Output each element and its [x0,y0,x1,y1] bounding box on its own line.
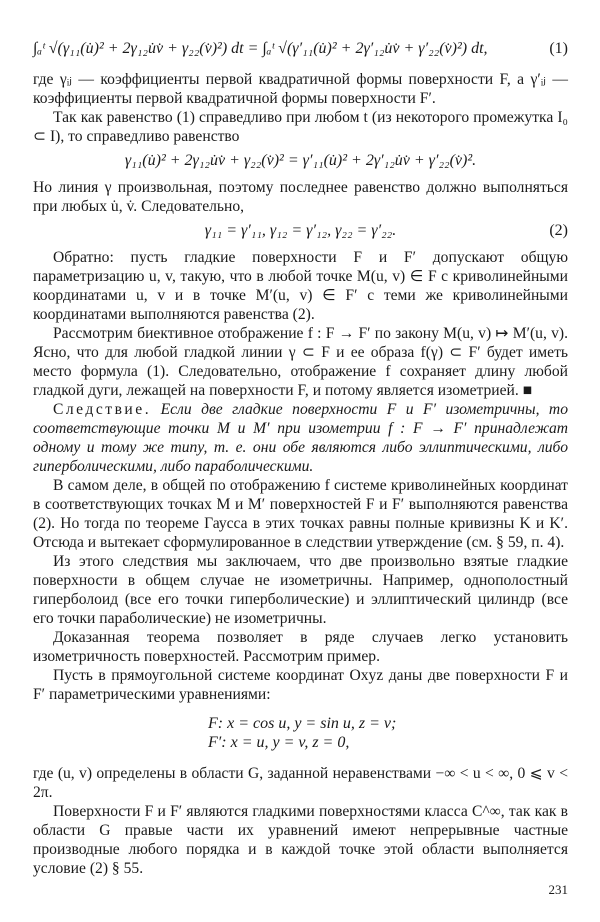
corollary [33,400,568,476]
paragraph-example: Пусть в прямоугольной системе координат Oxyz даны две поверхности F и F′ параметрическими уравнениями: [33,667,568,703]
system-line-f: F: x = cos u, y = sin u, z = v; [208,715,397,732]
equation-3-expression: γ₁₁ = γ′₁₁, γ₁₂ = γ′₁₂, γ₂₂ = γ′₂₂. [204,222,397,239]
paragraph-converse: Обратно: пусть гладкие поверхности F и F′ допускают общую параметризацию u, v, такую, что в любой точке M(u, v) ∈ F с криволинейными координатами u, v и в точке M′(u, v) ∈ F′ с теми же криволинейными координатами выполняются равенства (2). [33,249,568,323]
paragraph-equality-holds: Так как равенство (1) справедливо при любом t (из некоторого промежутка I₀ ⊂ I), то справедливо равенство [33,109,568,145]
page-body [33,30,568,878]
equation-1-expression: ∫ₐᵗ √(γ₁₁(u̇)² + 2γ₁₂u̇v̇ + γ₂₂(v̇)²) dt = ∫ₐᵗ √(γ′₁₁(u̇)² + 2γ′₁₂u̇v̇ + γ′₂₂(v̇)²) dt, [33,40,488,57]
equation-1 [33,30,568,70]
corollary-text: Если две гладкие поверхности F и F′ изометричны, то соответствующие точки M и M′ при изометрии f : F → F′ принадлежат одному и тому же типу, т. е. они обе являются либо эллиптическими, либо гиперболическими, либо параболическими. [33,401,568,475]
paragraph-not-isometric: Из этого следствия мы заключаем, что две произвольно взятые гладкие поверхности в общем случае не изометричны. Например, однополостный гиперболоид (все его точки гиперболические) и эллиптический цилиндр (все его точки параболические) не изометричны. [33,553,568,627]
corollary-label: Следствие. [53,401,152,418]
paragraph-smooth-class: Поверхности F и F′ являются гладкими поверхностями класса C^∞, так как в области G правые части их уравнений имеют непрерывные частные производные любого порядка и в каждой точке этой области выполняется условие (2) § 55. [33,803,568,877]
equation-2: γ₁₁(u̇)² + 2γ₁₂u̇v̇ + γ₂₂(v̇)² = γ′₁₁(u̇)² + 2γ′₁₂u̇v̇ + γ′₂₂(v̇)². [124,152,477,169]
paragraph-bijective-map: Рассмотрим биективное отображение f : F → F′ по закону M(u, v) ↦ M′(u, v). Ясно, что для любой гладкой линии γ ⊂ F и ее образа f(γ) ⊂ F′ будет иметь место формула (1). Следовательно, отображение f сохраняет длину любой гладкой дуги, лежащей на поверхности F, и потому является изометрией. ■ [33,325,568,399]
page-number: 231 [548,882,568,897]
parametric-system [208,714,568,752]
equation-1-number: (1) [549,40,568,57]
paragraph-theorem-usage: Доказанная теорема позволяет в ряде случаев легко установить изометричность поверхностей. Рассмотрим пример. [33,629,568,665]
system-line-f-prime: F′: x = u, y = v, z = 0, [208,734,350,751]
paragraph-domain: где (u, v) определены в области G, заданной неравенствами −∞ < u < ∞, 0 ⩽ v < 2π. [33,765,568,801]
paragraph-coefficients: где γᵢⱼ — коэффициенты первой квадратичной формы поверхности F, а γ′ᵢⱼ — коэффициенты первой квадратичной формы поверхности F′. [33,71,568,107]
equation-3-number: (2) [549,222,568,239]
equation-3 [33,222,568,240]
paragraph-proof-corollary: В самом деле, в общей по отображению f системе криволинейных координат в соответствующих точках M и M′ поверхностей F и F′ выполняются равенства (2). Но тогда по теореме Гаусса в этих точках равны полные кривизны K и K′. Отсюда и вытекает сформулированное в следствии утверждение (см. § 59, п. 4). [33,477,568,551]
paragraph-arbitrary-line: Но линия γ произвольная, поэтому последнее равенство должно выполняться при любых u̇, v̇. Следовательно, [33,179,568,215]
